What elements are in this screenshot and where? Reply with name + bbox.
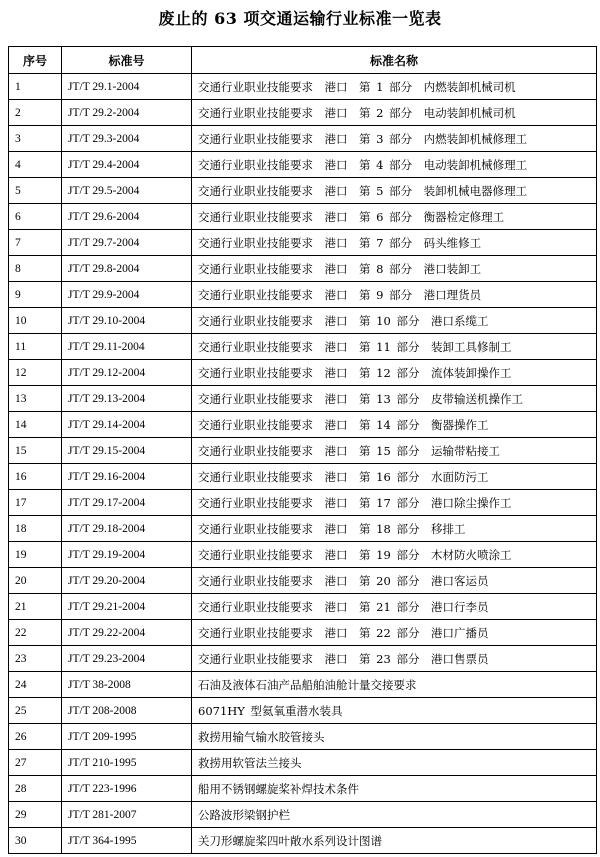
row-index: 17	[9, 490, 62, 516]
row-code: JT/T 281-2007	[62, 802, 192, 828]
row-name: 交通行业职业技能要求 港口 第 10 部分 港口系缆工	[192, 308, 597, 334]
row-index: 2	[9, 100, 62, 126]
row-index: 10	[9, 308, 62, 334]
row-index: 9	[9, 282, 62, 308]
table-row	[9, 646, 597, 672]
table-row	[9, 750, 597, 776]
row-name: 6071HY 型氦氧重潜水装具	[192, 698, 597, 724]
table-row	[9, 100, 597, 126]
row-code: JT/T 29.5-2004	[62, 178, 192, 204]
row-code: JT/T 29.6-2004	[62, 204, 192, 230]
row-code: JT/T 38-2008	[62, 672, 192, 698]
row-code: JT/T 29.18-2004	[62, 516, 192, 542]
row-name: 船用不锈钢螺旋桨补焊技术条件	[192, 776, 597, 802]
table-row	[9, 568, 597, 594]
row-code: JT/T 29.12-2004	[62, 360, 192, 386]
row-name: 交通行业职业技能要求 港口 第 21 部分 港口行李员	[192, 594, 597, 620]
row-index: 27	[9, 750, 62, 776]
table-row	[9, 776, 597, 802]
row-name: 交通行业职业技能要求 港口 第 23 部分 港口售票员	[192, 646, 597, 672]
row-name: 公路波形梁钢护栏	[192, 802, 597, 828]
row-index: 23	[9, 646, 62, 672]
row-name: 交通行业职业技能要求 港口 第 17 部分 港口除尘操作工	[192, 490, 597, 516]
row-name: 石油及液体石油产品船舶油舱计量交接要求	[192, 672, 597, 698]
row-name: 交通行业职业技能要求 港口 第 22 部分 港口广播员	[192, 620, 597, 646]
row-index: 7	[9, 230, 62, 256]
table-row	[9, 672, 597, 698]
table-row	[9, 178, 597, 204]
header-code: 标准号	[62, 47, 192, 74]
row-code: JT/T 223-1996	[62, 776, 192, 802]
row-index: 16	[9, 464, 62, 490]
row-code: JT/T 29.22-2004	[62, 620, 192, 646]
row-name: 交通行业职业技能要求 港口 第 11 部分 装卸工具修制工	[192, 334, 597, 360]
row-index: 11	[9, 334, 62, 360]
table-row	[9, 308, 597, 334]
row-index: 21	[9, 594, 62, 620]
row-name: 交通行业职业技能要求 港口 第 3 部分 内燃装卸机械修理工	[192, 126, 597, 152]
row-code: JT/T 29.8-2004	[62, 256, 192, 282]
row-code: JT/T 29.19-2004	[62, 542, 192, 568]
row-code: JT/T 29.10-2004	[62, 308, 192, 334]
table-row	[9, 698, 597, 724]
table-row	[9, 438, 597, 464]
row-name: 交通行业职业技能要求 港口 第 13 部分 皮带输送机操作工	[192, 386, 597, 412]
row-index: 26	[9, 724, 62, 750]
row-code: JT/T 29.13-2004	[62, 386, 192, 412]
table-row	[9, 126, 597, 152]
row-index: 13	[9, 386, 62, 412]
row-name: 交通行业职业技能要求 港口 第 4 部分 电动装卸机械修理工	[192, 152, 597, 178]
table-row	[9, 412, 597, 438]
row-index: 15	[9, 438, 62, 464]
table-header-row	[9, 47, 597, 74]
table-row	[9, 516, 597, 542]
row-code: JT/T 208-2008	[62, 698, 192, 724]
row-code: JT/T 29.23-2004	[62, 646, 192, 672]
row-code: JT/T 29.2-2004	[62, 100, 192, 126]
row-name: 交通行业职业技能要求 港口 第 7 部分 码头维修工	[192, 230, 597, 256]
table-row	[9, 724, 597, 750]
row-name: 交通行业职业技能要求 港口 第 18 部分 移排工	[192, 516, 597, 542]
row-name: 交通行业职业技能要求 港口 第 15 部分 运输带粘接工	[192, 438, 597, 464]
row-code: JT/T 29.21-2004	[62, 594, 192, 620]
row-index: 24	[9, 672, 62, 698]
page-title: 废止的 63 项交通运输行业标准一览表	[158, 9, 442, 28]
table-row	[9, 334, 597, 360]
row-name: 交通行业职业技能要求 港口 第 19 部分 木材防火喷涂工	[192, 542, 597, 568]
row-name: 交通行业职业技能要求 港口 第 14 部分 衡器操作工	[192, 412, 597, 438]
row-index: 18	[9, 516, 62, 542]
row-code: JT/T 29.9-2004	[62, 282, 192, 308]
row-index: 30	[9, 828, 62, 854]
row-name: 交通行业职业技能要求 港口 第 2 部分 电动装卸机械司机	[192, 100, 597, 126]
row-code: JT/T 29.11-2004	[62, 334, 192, 360]
row-index: 22	[9, 620, 62, 646]
row-index: 8	[9, 256, 62, 282]
row-name: 交通行业职业技能要求 港口 第 12 部分 流体装卸操作工	[192, 360, 597, 386]
table-body	[9, 74, 597, 854]
row-code: JT/T 210-1995	[62, 750, 192, 776]
row-index: 14	[9, 412, 62, 438]
row-name: 交通行业职业技能要求 港口 第 5 部分 装卸机械电器修理工	[192, 178, 597, 204]
table-row	[9, 386, 597, 412]
table-row	[9, 828, 597, 854]
standards-table	[8, 46, 597, 854]
row-code: JT/T 29.16-2004	[62, 464, 192, 490]
row-name: 交通行业职业技能要求 港口 第 20 部分 港口客运员	[192, 568, 597, 594]
row-name: 交通行业职业技能要求 港口 第 9 部分 港口理货员	[192, 282, 597, 308]
row-name: 救捞用输气输水胶管接头	[192, 724, 597, 750]
row-code: JT/T 29.17-2004	[62, 490, 192, 516]
table-row	[9, 360, 597, 386]
row-index: 19	[9, 542, 62, 568]
table-row	[9, 802, 597, 828]
table-row	[9, 542, 597, 568]
row-code: JT/T 29.15-2004	[62, 438, 192, 464]
row-code: JT/T 29.14-2004	[62, 412, 192, 438]
row-code: JT/T 29.3-2004	[62, 126, 192, 152]
row-index: 25	[9, 698, 62, 724]
row-code: JT/T 29.1-2004	[62, 74, 192, 100]
table-row	[9, 594, 597, 620]
table-row	[9, 230, 597, 256]
row-index: 12	[9, 360, 62, 386]
header-name: 标准名称	[192, 47, 597, 74]
row-index: 28	[9, 776, 62, 802]
row-name: 交通行业职业技能要求 港口 第 6 部分 衡器检定修理工	[192, 204, 597, 230]
row-index: 3	[9, 126, 62, 152]
row-code: JT/T 29.4-2004	[62, 152, 192, 178]
table-row	[9, 282, 597, 308]
table-row	[9, 74, 597, 100]
table-row	[9, 256, 597, 282]
row-code: JT/T 29.7-2004	[62, 230, 192, 256]
table-row	[9, 490, 597, 516]
row-code: JT/T 29.20-2004	[62, 568, 192, 594]
row-index: 6	[9, 204, 62, 230]
row-name: 交通行业职业技能要求 港口 第 8 部分 港口装卸工	[192, 256, 597, 282]
table-row	[9, 620, 597, 646]
row-index: 1	[9, 74, 62, 100]
table-row	[9, 464, 597, 490]
row-name: 救捞用软管法兰接头	[192, 750, 597, 776]
row-code: JT/T 364-1995	[62, 828, 192, 854]
row-code: JT/T 209-1995	[62, 724, 192, 750]
table-row	[9, 152, 597, 178]
row-index: 29	[9, 802, 62, 828]
table-row	[9, 204, 597, 230]
row-name: 关刀形螺旋桨四叶敞水系列设计图谱	[192, 828, 597, 854]
row-name: 交通行业职业技能要求 港口 第 16 部分 水面防污工	[192, 464, 597, 490]
header-index: 序号	[9, 47, 62, 74]
row-index: 4	[9, 152, 62, 178]
row-index: 5	[9, 178, 62, 204]
row-name: 交通行业职业技能要求 港口 第 1 部分 内燃装卸机械司机	[192, 74, 597, 100]
row-index: 20	[9, 568, 62, 594]
